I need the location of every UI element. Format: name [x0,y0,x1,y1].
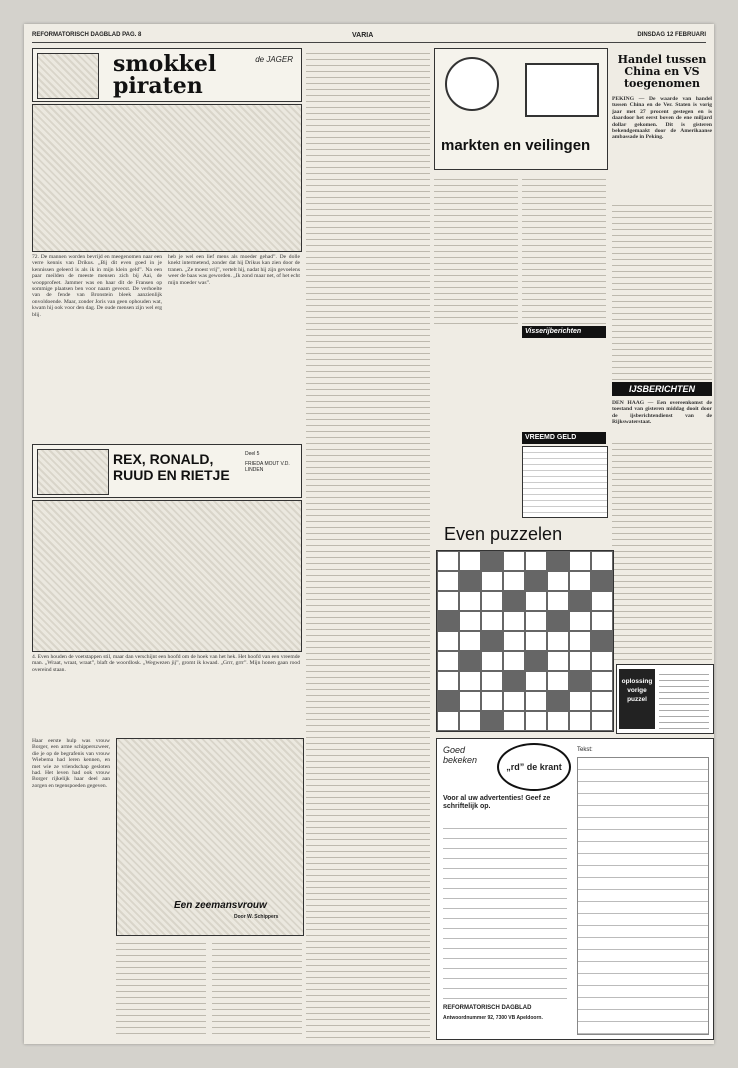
ijs-title: IJSBERICHTEN [612,382,712,396]
ad-text-field[interactable] [577,757,709,1035]
pirate-illustration [37,53,99,99]
solution-label: oplossing vorige puzzel [619,669,655,729]
puzzle-grid[interactable] [436,550,614,732]
markten-header-image [434,48,608,170]
ad-tekst-label: Tekst: [577,747,593,753]
ad-logo: „rd” de krant [497,743,571,791]
comic1-panel [32,104,302,252]
story-text-3 [212,938,302,1038]
handel-body [612,200,712,380]
ad-address: Antwoordnummer 92, 7300 VB Apeldoorn. [443,1015,543,1021]
comic1-caption-2: heb je wel een lief mens als moeder gehad”. De dolle knekt intermetend, zonder dat hij Drikus kan zien door de tranen. „Ze moest vrij”, vertelt hij, nadat hij zijn gevoelens weer de baas was geworden. „Ik zond maar net, of het echt mijn moeder was”. [168,254,300,286]
comic1-title-panel [32,48,302,102]
handel-title: Handel tussen China en VS toegenomen [617,53,707,90]
markten-title: markten en veilingen [441,137,591,154]
story-author: Door W. Schippers [234,914,279,920]
header-right: DINSDAG 12 FEBRUARI [637,32,706,38]
comic1-title: smokkel piraten [113,51,217,99]
comic2-title-panel [32,444,302,498]
puzzel-title: Even puzzelen [444,524,563,544]
ijs-body [612,438,712,664]
ad-heading: Voor al uw advertenties! Geef ze schriftelijk op. [443,795,551,810]
geld-table [522,446,608,518]
newspaper-page [24,24,714,1044]
ad-footer: REFORMATORISCH DAGBLAD [443,1005,532,1011]
ad-slogan: Goed bekeken [443,745,478,765]
comic2-title: REX, RONALD, RUUD EN RIETJE [113,451,230,483]
comic2-deel: Deel 5 [245,451,260,457]
ship-label: de JAGER [255,55,293,64]
header-center: VARIA [352,32,374,39]
solution-letters [659,669,709,729]
story-title: Een zeemansvrouw [174,900,267,911]
story-text-1: Haar eerste hulp was vrouw Borger, een arme schipperszweer, die je op de begrafenis van vrouw Wiebema had leren kennen, en met wie ze vriendschap gesloten had. Het leven had ook vrouw Borger rijkelijk haar deel aan zorgen en tegenspoeden gegeven. [32,738,110,789]
weigh-scale-icon [525,63,599,117]
kids-illustration [37,449,109,495]
story-text-4 [306,738,430,1038]
scale-dial-icon [445,57,499,111]
geld-title: VREEMD GELD [522,432,606,444]
ad-form-lines[interactable] [443,819,567,999]
comic2-panel [32,500,302,652]
vis-title: Visserijberichten [522,326,606,338]
comic2-author: FRIEDA MOUT V.D. LINDEN [245,461,290,473]
advertisement-form [436,738,714,1040]
header-left: REFORMATORISCH DAGBLAD PAG. 8 [32,32,142,38]
markten-text-1 [434,174,518,324]
comic2-caption: 4. Even houden de voetstappen stil, maar dan verschijnt een hoofd om de hoek van het hek. Het hoofd van een vreemde man. „Wraat, wraat, wraat”, blaft de woordlosk. „Wegwezen jij”, gromt ik kwaad. „Grrr, grrr”. Mijn honen gaan rood overeind staan. [32,654,300,673]
page-header [32,30,706,43]
markten-text-2 [522,174,606,324]
puzzle-solution [616,664,714,734]
comic1-caption: 72. De mannen worden bevrijd en meegenomen naar een verre kennis van Drikus. „Bij dit even goed in je kennissen geleerd is als ik in mijn klein geld”. Na een paar meilden de meeste mensen zich bij Aai, de woopprofeet. Jammer was en haar dit de Fransen op sommige plaatsen ben voor naam gevecst. De verhoelte van de fende van Bronstein bleek aanzienlijk onvoldoende. Maar, zonder Joris van geen ophouden wat, kwam hij ook voor den dag. De oude mensen zijn wel erg blij. [32,254,162,318]
ijs-lead: DEN HAAG — Een overeenkomst de toestand van gisteren middag dooit door de ijsberichtendienst van de Rijkswaterstaat. [612,400,712,426]
story-text-2 [116,938,206,1038]
handel-lead: PEKING — De waarde van handel tussen China en de Ver. Staten is vorig jaar met 27 procent gestegen en is daardoor het eerst boven de ene miljard dollar gekomen. Dit is gisteren bekendgemaakt door de Amerikaanse ambassade in Peking. [612,96,712,141]
